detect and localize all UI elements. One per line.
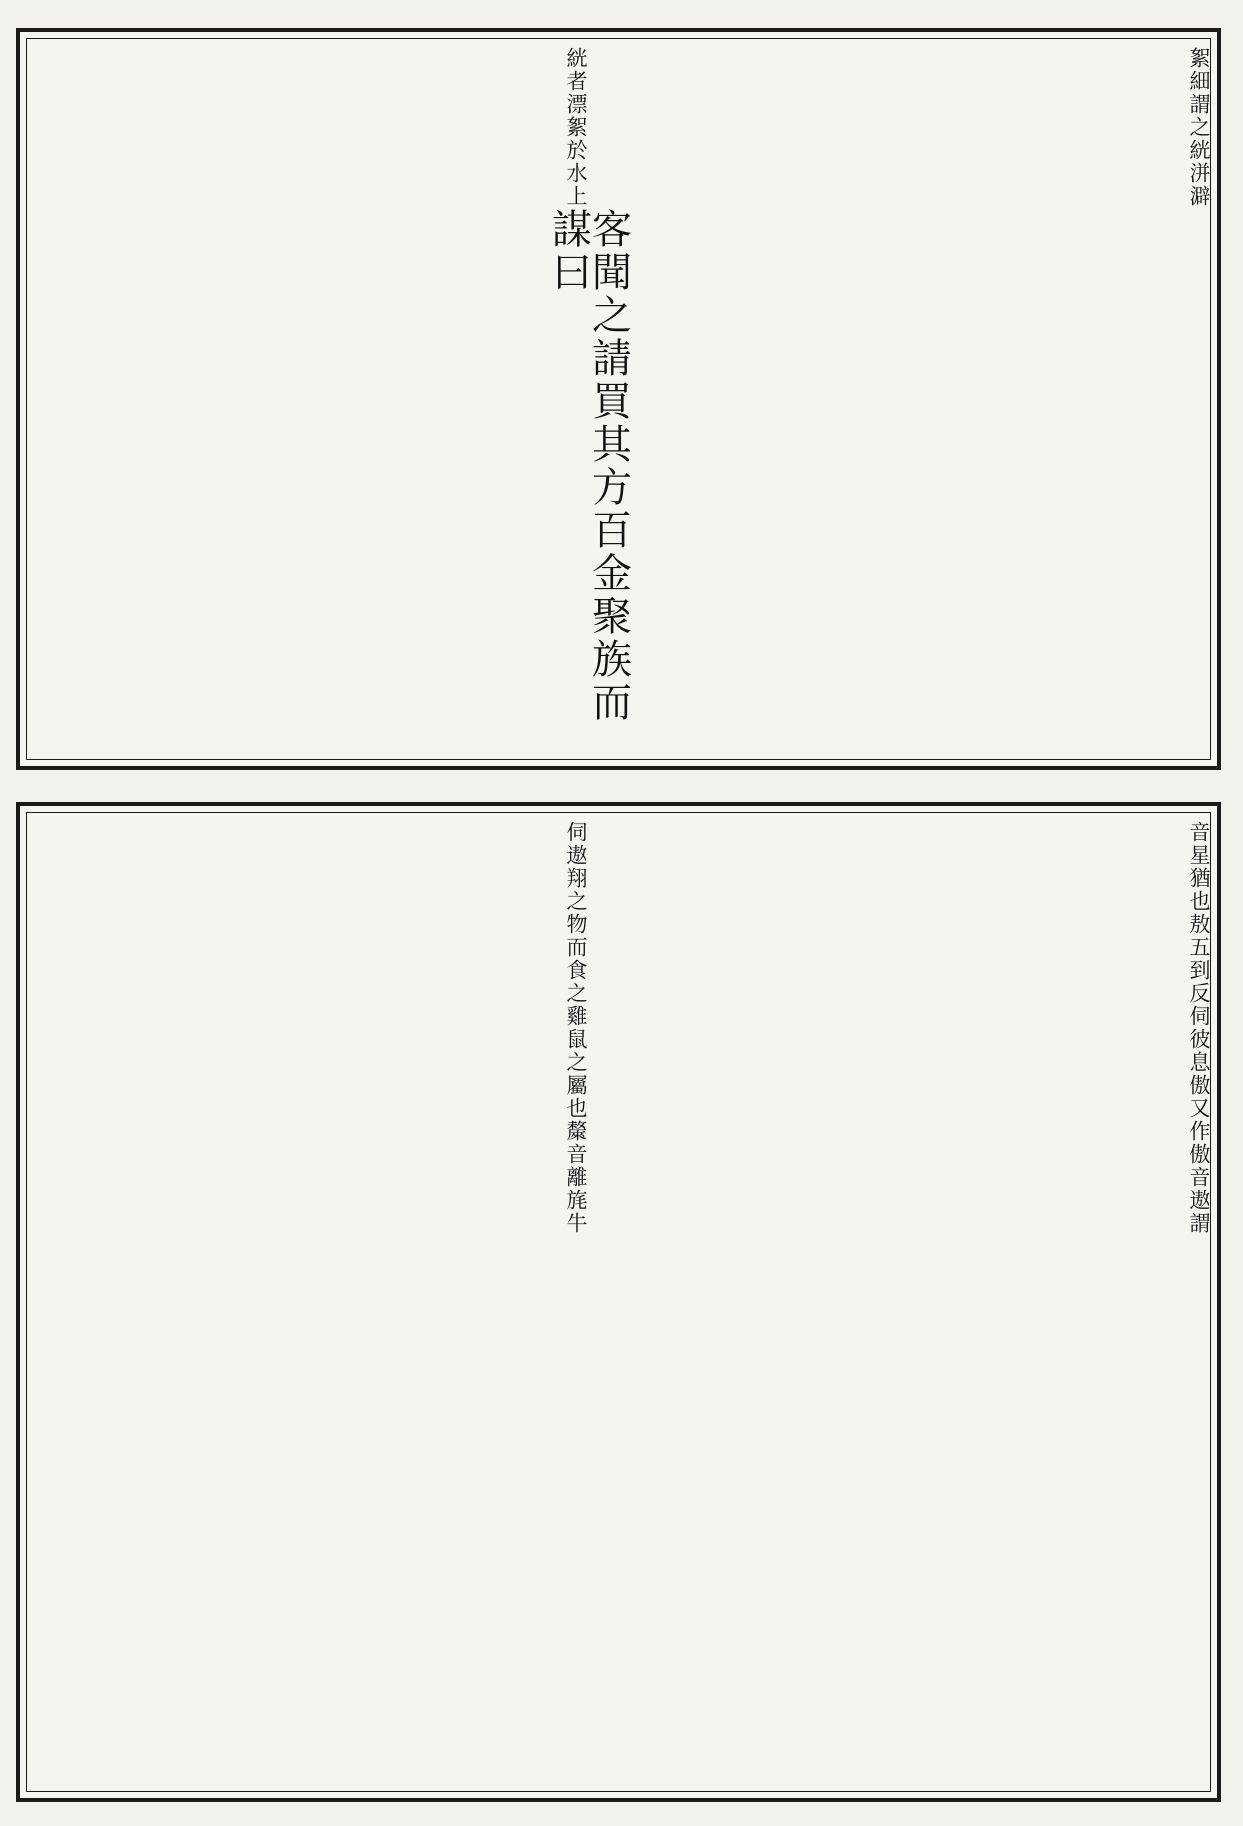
- bottom-page-columns: [26, 812, 1211, 1792]
- annotation-line: 伺遨翔之物而食之雞鼠之屬也斄音離旄牛: [564, 821, 588, 1235]
- main-text: 客聞之請買其方百金聚族而謀曰: [545, 208, 632, 724]
- text-column: [0, 39, 1210, 759]
- text-column: [0, 813, 1210, 1791]
- column-stack: [0, 47, 1210, 751]
- annotation-line: 絖者漂絮於水上: [564, 47, 588, 208]
- bottom-page: [16, 802, 1221, 1802]
- annotation-block: [0, 47, 1210, 208]
- column-stack: [0, 821, 1210, 1783]
- annotation-block: [0, 821, 1210, 1235]
- top-page: [16, 28, 1221, 770]
- annotation-line: 音星猶也敖五到反伺彼息傲又作傲音遨謂: [1187, 821, 1211, 1235]
- annotation-line: 絮細謂之絖洴澼: [1187, 47, 1211, 208]
- top-page-columns: [26, 38, 1211, 760]
